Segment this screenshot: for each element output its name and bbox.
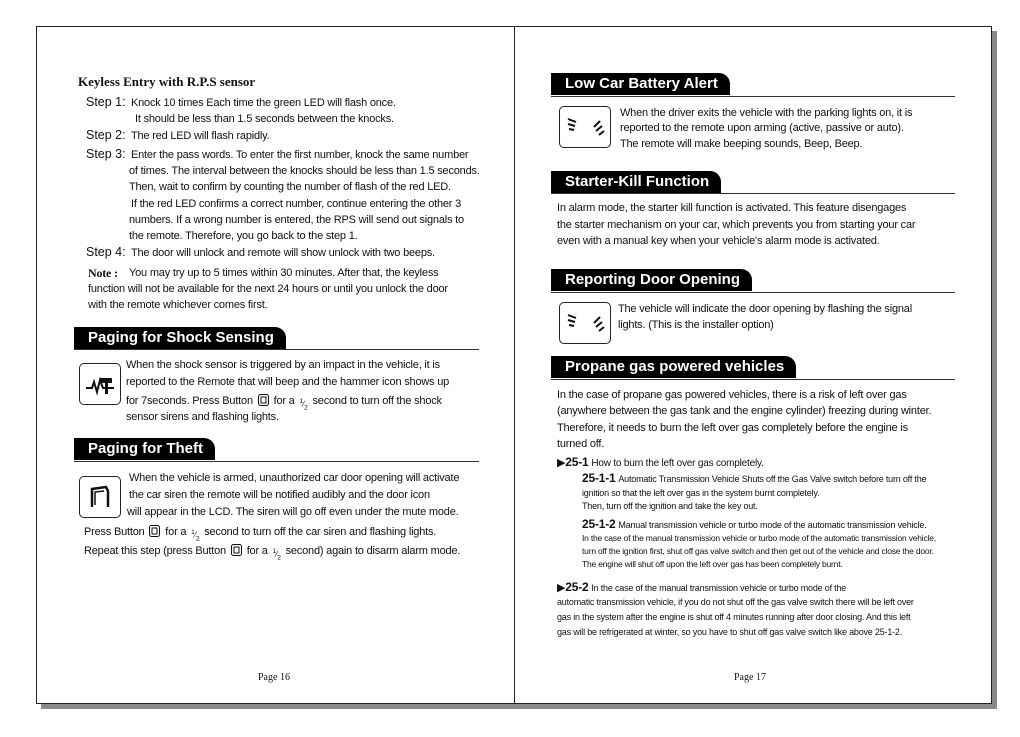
signal-lights-icon bbox=[559, 302, 611, 344]
page-number-left: Page 16 bbox=[258, 672, 290, 683]
theft-line4 bbox=[84, 525, 436, 543]
door-line2: lights. (This is the installer option) bbox=[618, 319, 774, 331]
half-fraction: $^1⁄_2$ bbox=[191, 529, 200, 543]
step1-label: Step 1: bbox=[86, 95, 126, 109]
section-25-2-line2: automatic transmission vehicle, if you do not shut off the gas valve switch there will be left over bbox=[557, 597, 914, 607]
battery-line3: The remote will make beeping sounds, Beep, Beep. bbox=[620, 138, 863, 150]
theft-line2: the car siren the remote will be notified audibly and the door icon bbox=[129, 489, 430, 501]
propane-intro: turned off. bbox=[557, 438, 605, 450]
section-25-1-text: How to burn the left over gas completely. bbox=[591, 458, 764, 469]
step4-label: Step 4: bbox=[86, 245, 126, 259]
battery-line1: When the driver exits the vehicle with the parking lights on, it is bbox=[620, 107, 913, 119]
step3-line: If the red LED confirms a correct number, continue entering the other 3 bbox=[131, 198, 462, 210]
shock-line2: reported to the Remote that will beep and the hammer icon shows up bbox=[126, 376, 450, 388]
starter-line1: In alarm mode, the starter kill function is activated. This feature disengages bbox=[557, 202, 907, 214]
theft-line4a: Press Button bbox=[84, 526, 145, 538]
arrow-icon: ▶ bbox=[557, 457, 566, 469]
section-25-1-2 bbox=[582, 517, 927, 532]
page-divider bbox=[514, 27, 515, 703]
theft-line4c: second to turn off the car siren and flashing lights. bbox=[204, 526, 437, 538]
page-number-right: Page 17 bbox=[734, 672, 766, 683]
theft-rule bbox=[74, 461, 479, 462]
battery-rule bbox=[551, 96, 955, 97]
shock-line3b: for a bbox=[273, 395, 295, 407]
starter-line2: the starter mechanism on your car, which prevents you from starting your car bbox=[557, 219, 916, 231]
section-25-2 bbox=[557, 580, 846, 595]
door-line1: The vehicle will indicate the door opening by flashing the signal bbox=[618, 303, 912, 315]
shock-line1: When the shock sensor is triggered by an impact in the vehicle, it is bbox=[126, 359, 440, 371]
starter-line3: even with a manual key when your vehicle's alarm mode is activated. bbox=[557, 235, 880, 247]
note-line1: You may try up to 5 times within 30 minutes. After that, the keyless bbox=[129, 267, 439, 279]
step4-line1: The door will unlock and remote will show unlock with two beeps. bbox=[131, 247, 435, 259]
section-25-1 bbox=[557, 455, 764, 471]
section-25-1-2-number: 25-1-2 bbox=[582, 517, 616, 531]
battery-heading: Low Car Battery Alert bbox=[551, 73, 730, 95]
section-25-1-2-line3: turn off the ignition first, shut off gas valve switch and then get out of the vehicle and close the door. bbox=[582, 546, 934, 556]
arrow-icon: ▶ bbox=[557, 582, 566, 594]
theft-line5 bbox=[84, 544, 460, 562]
propane-intro: Therefore, it needs to burn the left over gas completely before the engine is bbox=[557, 422, 908, 434]
section-25-1-1-line1: Automatic Transmission Vehicle Shuts off the Gas Valve switch before turn off the bbox=[618, 474, 927, 484]
step1-line1: Knock 10 times Each time the green LED will flash once. bbox=[131, 97, 396, 109]
propane-rule bbox=[551, 379, 955, 380]
signal-lights-icon bbox=[559, 106, 611, 148]
step3-line: of times. The interval between the knocks should be less than 1.5 seconds. bbox=[129, 165, 480, 177]
section-25-2-line4: gas will be refrigerated at winter, so you have to shut off gas valve switch like above 25-1-2. bbox=[557, 627, 903, 637]
door-rule bbox=[551, 292, 955, 293]
section-25-1-2-line2: In the case of the manual transmission vehicle or turbo mode of the automatic transmission vehicle, bbox=[582, 533, 936, 543]
propane-intro: (anywhere between the gas tank and the engine cylinder) freezing during winter. bbox=[557, 405, 932, 417]
step3-line: the remote. Therefore, you go back to the step 1. bbox=[129, 230, 358, 242]
shock-line3 bbox=[126, 394, 442, 412]
section-25-2-line3: gas in the system after the engine is shut off 4 minutes running after door closing. And this left bbox=[557, 612, 911, 622]
theft-line3: will appear in the LCD. The siren will go off even under the mute mode. bbox=[127, 506, 459, 518]
door-heading: Reporting Door Opening bbox=[551, 269, 752, 291]
step3-line: numbers. If a wrong number is entered, the RPS will send out signals to bbox=[129, 214, 464, 226]
section-25-1-1-line3: Then, turn off the ignition and take the key out. bbox=[582, 501, 758, 511]
theft-line5c: second) again to disarm alarm mode. bbox=[285, 545, 461, 557]
remote-button-icon bbox=[231, 544, 242, 556]
theft-line5a: Repeat this step (press Button bbox=[84, 545, 226, 557]
propane-intro: In the case of propane gas powered vehicles, there is a risk of left over gas bbox=[557, 389, 907, 401]
note-line2: function will not be available for the next 24 hours or until you unlock the door bbox=[88, 283, 448, 295]
shock-line3a: for 7seconds. Press Button bbox=[126, 395, 253, 407]
theft-line4b: for a bbox=[165, 526, 187, 538]
step3-line: Then, wait to confirm by counting the number of flash of the red LED. bbox=[129, 181, 451, 193]
section-25-1-1-number: 25-1-1 bbox=[582, 471, 616, 485]
remote-button-icon bbox=[258, 394, 269, 406]
starter-rule bbox=[551, 193, 955, 194]
theft-line5b: for a bbox=[246, 545, 268, 557]
keyless-title: Keyless Entry with R.P.S sensor bbox=[78, 74, 256, 89]
starter-heading: Starter-Kill Function bbox=[551, 171, 721, 193]
shock-line4: sensor sirens and flashing lights. bbox=[126, 411, 279, 423]
section-25-1-2-line1: Manual transmission vehicle or turbo mode of the automatic transmission vehicle. bbox=[618, 520, 927, 530]
note-label: Note : bbox=[88, 266, 118, 280]
step2-line1: The red LED will flash rapidly. bbox=[131, 130, 270, 142]
half-fraction: $^1⁄_2$ bbox=[272, 548, 281, 562]
section-25-1-1-line2: ignition so that the left over gas in the system burnt completely. bbox=[582, 488, 820, 498]
section-25-1-2-line4: The engine will shut off upon the left over gas has been completely burnt. bbox=[582, 559, 843, 569]
shock-heading: Paging for Shock Sensing bbox=[74, 327, 286, 349]
shock-rule bbox=[74, 349, 479, 350]
remote-button-icon bbox=[149, 525, 160, 537]
step2-label: Step 2: bbox=[86, 128, 126, 142]
step3-line: Enter the pass words. To enter the first number, knock the same number bbox=[131, 149, 469, 161]
section-25-2-line1: In the case of the manual transmission vehicle or turbo mode of the bbox=[591, 583, 847, 593]
section-25-1-1 bbox=[582, 471, 926, 486]
theft-line1: When the vehicle is armed, unauthorized car door opening will activate bbox=[129, 472, 460, 484]
note-line3: with the remote whichever comes first. bbox=[88, 299, 268, 311]
battery-line2: reported to the remote upon arming (active, passive or auto). bbox=[620, 122, 904, 134]
propane-heading: Propane gas powered vehicles bbox=[551, 356, 796, 378]
hammer-icon bbox=[79, 363, 121, 405]
door-icon bbox=[79, 476, 121, 518]
theft-heading: Paging for Theft bbox=[74, 438, 215, 460]
section-25-2-number: 25-2 bbox=[565, 580, 589, 594]
half-fraction: $^1⁄_2$ bbox=[299, 398, 308, 412]
section-25-1-number: 25-1 bbox=[565, 455, 589, 469]
step3-label: Step 3: bbox=[86, 147, 126, 161]
shock-line3c: second to turn off the shock bbox=[312, 395, 442, 407]
step1-line2: It should be less than 1.5 seconds between the knocks. bbox=[135, 113, 394, 125]
